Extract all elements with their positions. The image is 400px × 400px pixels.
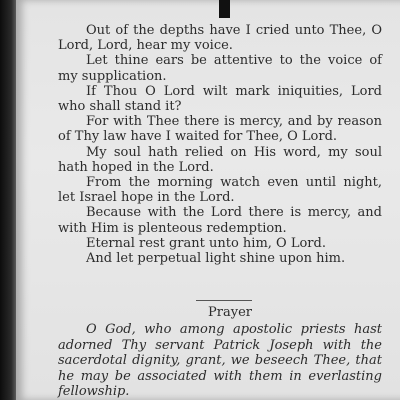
divider-rule bbox=[196, 300, 252, 301]
card-shadow-edge bbox=[0, 0, 16, 400]
psalm-verse: And let perpetual light shine upon him. bbox=[86, 251, 346, 267]
psalm-verse: Because with the Lord there is mercy, and with Him is plenteous redemption. bbox=[58, 205, 382, 236]
prayer-heading: Prayer bbox=[208, 305, 252, 320]
psalm-verse: For with Thee there is mercy, and by reason of Thy law have I waited for Thee, O Lord. bbox=[58, 114, 382, 145]
psalm-verse: My soul hath relied on His word, my soul hath hoped in the Lord. bbox=[58, 144, 382, 175]
cross-ornament bbox=[219, 0, 230, 18]
psalm-verse: Let thine ears be attentive to the voice of my supplication. bbox=[58, 53, 382, 84]
psalm-verse: From the morning watch even until night, let Israel hope in the Lord. bbox=[58, 175, 382, 206]
psalm-text bbox=[58, 23, 382, 266]
psalm-verse: Out of the depths have I cried unto Thee, O Lord, Lord, hear my voice. bbox=[58, 23, 382, 54]
prayer-text: O God, who among apostolic priests hast adorned Thy servant Patrick Joseph with the sacerdotal dignity, grant, we beseech Thee, that he may be associated with them in everlasting fellowship. bbox=[58, 322, 382, 399]
psalm-verse: If Thou O Lord wilt mark iniquities, Lord who shall stand it? bbox=[58, 83, 382, 115]
psalm-verse: Eternal rest grant unto him, O Lord. bbox=[86, 235, 326, 251]
